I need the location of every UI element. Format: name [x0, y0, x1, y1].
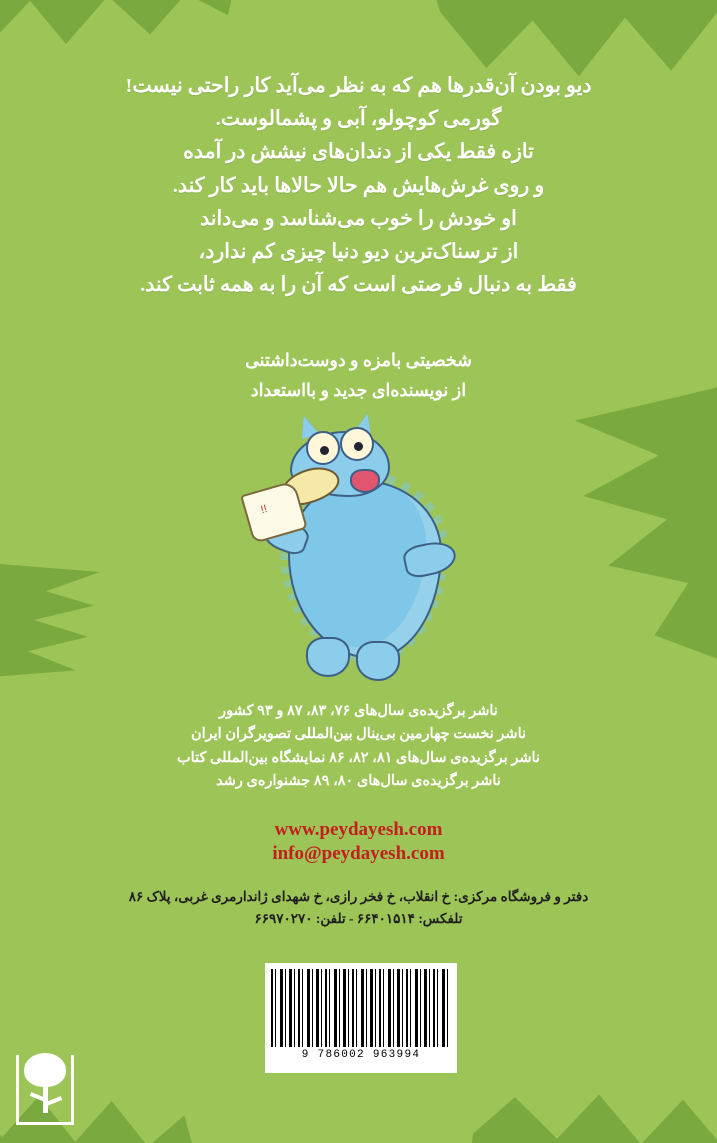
- monster-mouth: [350, 469, 380, 493]
- decorative-wing-mid-right: [537, 380, 717, 670]
- monster-eye-right: [340, 427, 374, 461]
- peydayesh-tree-logo: [16, 1055, 76, 1127]
- monster-leg-right: [356, 641, 400, 681]
- back-cover-blurb: [0, 70, 717, 302]
- decorative-wing-bottom-right: [467, 1053, 717, 1143]
- award-line: ناشر برگزیده‌ی سال‌های ۸۱، ۸۲، ۸۶ نمایشگاه بین‌المللی کتاب: [177, 749, 540, 766]
- address-line: تلفکس: ۶۶۴۰۱۵۱۴ - تلفن: ۶۶۹۷۰۲۷۰: [254, 910, 463, 926]
- award-line: ناشر برگزیده‌ی سال‌های ۸۰، ۸۹ جشنواره‌ی رشد: [216, 773, 501, 790]
- monster-eye-left: [306, 431, 340, 465]
- monster-leg-left: [306, 637, 350, 677]
- monster-pupil-right: [354, 442, 363, 451]
- publisher-awards: [0, 700, 717, 794]
- address-line: دفتر و فروشگاه مرکزی: خ انقلاب، خ فخر رازی، خ شهدای ژاندارمری غربی، پلاک ۸۶: [128, 889, 589, 904]
- publisher-links: [0, 818, 717, 867]
- award-line: ناشر برگزیده‌ی سال‌های ۷۶، ۸۳، ۸۷ و ۹۳ کشور: [219, 703, 498, 719]
- decorative-wing-top-left: [0, 0, 240, 80]
- monster-pupil-left: [320, 446, 329, 455]
- logo-tree-canopy-icon: [24, 1053, 66, 1087]
- isbn-barcode: [265, 963, 457, 1073]
- email-link[interactable]: info@peydayesh.com: [272, 843, 445, 865]
- publisher-address: [0, 886, 717, 929]
- blurb-line: فقط به دنبال فرصتی است که آن را به همه ثابت کند.: [140, 274, 577, 297]
- blurb-line: گورمی کوچولو، آبی و پشمالوست.: [215, 108, 502, 131]
- blurb-line: و روی غرش‌هایش هم حالا حالاها باید کار کند.: [172, 174, 545, 197]
- blurb-line: دیو بودن آن‌قدرها هم که به نظر می‌آید کار راحتی نیست!: [125, 75, 592, 97]
- decorative-wing-mid-left: [0, 560, 100, 680]
- blurb-line: تازه فقط یکی از دندان‌های نیشش در آمده: [183, 141, 534, 164]
- back-cover-tagline: [0, 345, 717, 405]
- website-link[interactable]: www.peydayesh.com: [274, 819, 443, 840]
- barcode-bars: [271, 969, 451, 1047]
- tagline-line: شخصیتی بامزه و دوست‌داشتنی: [245, 350, 472, 370]
- tagline-line: از نویسنده‌ای جدید و بااستعداد: [250, 380, 467, 401]
- blurb-line: از ترسناک‌ترین دیو دنیا چیزی کم ندارد،: [198, 241, 519, 264]
- blurb-line: او خودش را خوب می‌شناسد و می‌داند: [200, 207, 517, 230]
- gormy-monster-illustration: [228, 425, 488, 690]
- barcode-number: 9 786002 963994: [301, 1049, 421, 1061]
- award-line: ناشر نخست چهارمین بی‌ینال بین‌المللی تصویرگران ایران: [190, 726, 527, 743]
- scroll-mark-icon: !!: [259, 503, 269, 517]
